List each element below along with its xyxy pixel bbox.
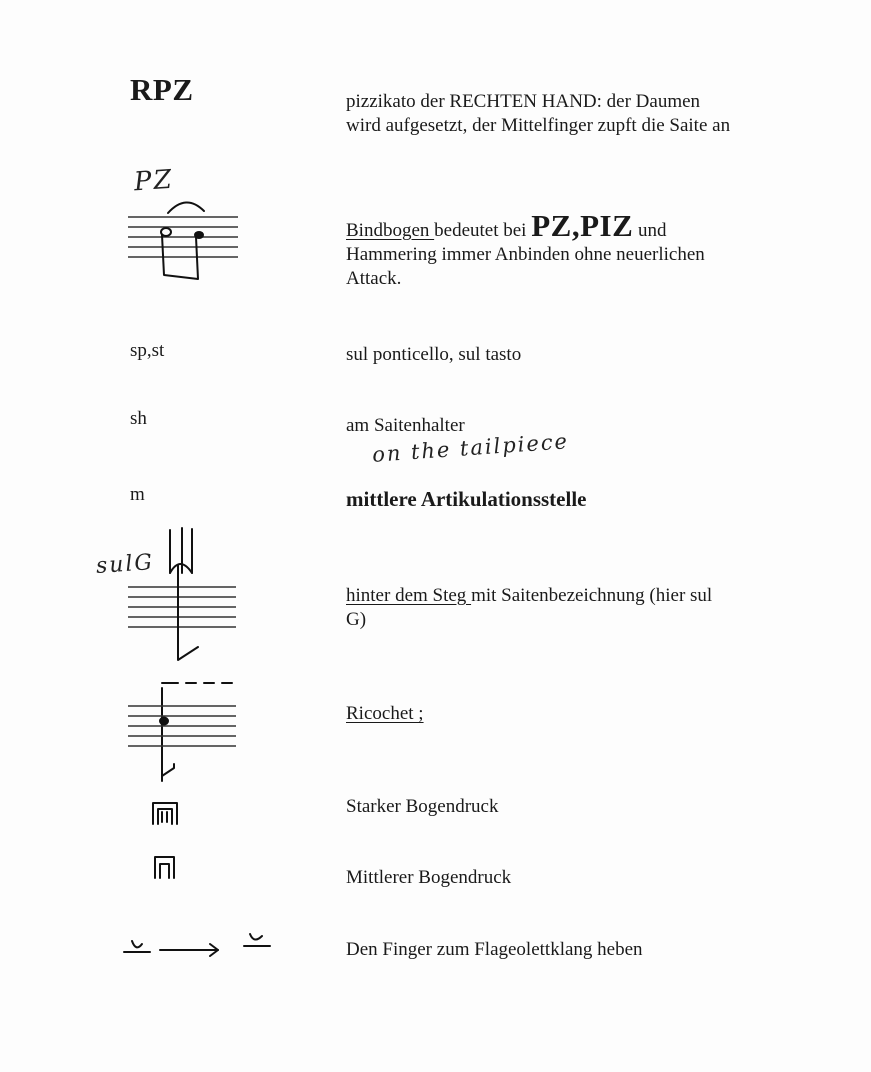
ricochet-notation: [128, 676, 243, 786]
flageolett-description: Den Finger zum Flageolettklang heben: [346, 939, 643, 960]
rpz-desc-line1: pizzikato der RECHTEN HAND: der Daumen: [346, 91, 701, 112]
hinter-steg-description: [346, 584, 786, 632]
m-description: mittlere Artikulationsstelle: [346, 487, 587, 511]
sh-description: am Saitenhalter: [346, 415, 465, 436]
sh-handwritten-note: on the tailpiece: [371, 429, 570, 467]
pz-desc-part1: bedeutet bei: [434, 220, 532, 241]
flageolett-lift-notation: [122, 930, 282, 960]
rpz-symbol: RPZ: [130, 72, 194, 107]
hinter-steg-desc-line2: G): [346, 609, 367, 630]
rpz-desc-line2: wird aufgesetzt, der Mittelfinger zupft die Saite an: [346, 115, 731, 136]
hinter-steg-desc-part1: mit Saitenbezeichnung (hier sul: [471, 585, 713, 606]
pz-slur-notation: [128, 195, 243, 290]
sulg-hand-label: sulG: [95, 550, 155, 579]
bindbogen-term: Bindbogen: [346, 220, 435, 241]
hinter-steg-notation: [128, 525, 243, 670]
ricochet-description: Ricochet ;: [346, 703, 424, 724]
rpz-description: [346, 90, 786, 138]
m-symbol: m: [130, 484, 145, 505]
hinter-steg-term: hinter dem Steg: [346, 585, 472, 606]
pz-description: [346, 208, 786, 291]
sh-symbol: sh: [130, 408, 147, 429]
pz-piz-term: PZ,PIZ: [531, 208, 634, 243]
starker-description: Starker Bogendruck: [346, 796, 499, 817]
pz-desc-part2: und: [633, 220, 667, 241]
sp-st-description: sul ponticello, sul tasto: [346, 344, 522, 365]
mittlerer-bogendruck-icon: [152, 854, 182, 880]
mittlerer-description: Mittlerer Bogendruck: [346, 867, 512, 888]
pz-desc-line3: Attack.: [346, 268, 402, 289]
sp-st-symbol: sp,st: [130, 340, 165, 361]
starker-bogendruck-icon: [150, 800, 182, 826]
pz-hand-label: PZ: [133, 164, 175, 198]
pz-desc-line2: Hammering immer Anbinden ohne neuerlichen: [346, 244, 705, 265]
